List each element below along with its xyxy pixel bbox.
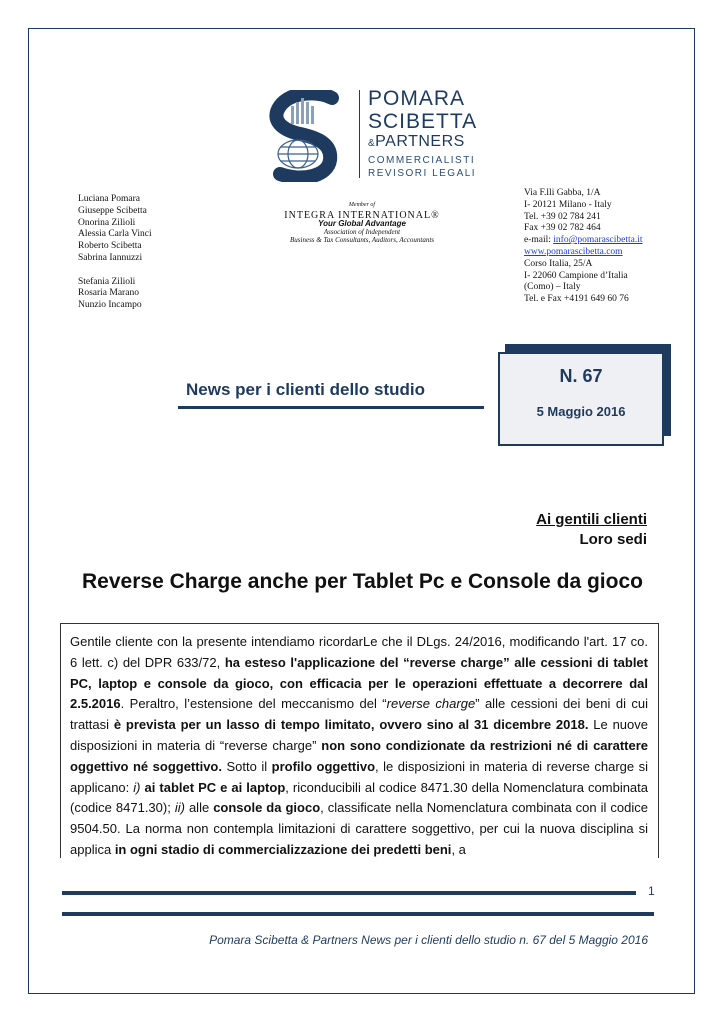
logo-partners-word: PARTNERS: [375, 133, 465, 150]
telfax-line: Tel. e Fax +4191 649 60 76: [524, 294, 629, 305]
partner-name: Giuseppe Scibetta: [78, 205, 147, 216]
address-line: Via F.lli Gabba, 1/A: [524, 188, 601, 198]
address-line: Corso Italia, 25/A: [524, 258, 593, 269]
body-text: alle: [184, 800, 214, 816]
body-bold: ai tablet PC e ai laptop: [140, 779, 286, 795]
firm-logo-text: [368, 88, 477, 179]
partner-name: Nunzio Incampo: [78, 300, 142, 311]
partner-name: Roberto Scibetta: [78, 241, 142, 252]
body-text: . Peraltro, l’estensione del meccanismo del “: [120, 696, 387, 712]
body-text: , le disposizioni in materia di reverse charge si applicano:: [70, 758, 648, 795]
email-label: e-mail:: [524, 235, 554, 246]
body-italic: i): [133, 779, 141, 795]
recipients-line1: Ai gentili clienti: [536, 511, 647, 528]
logo-line-scibetta: SCIBETTA: [368, 110, 478, 133]
body-text: , riconducibili al codice 8471.30 della Nomenclatura combinata (codice 8471.30);: [70, 779, 649, 816]
integra-member-label: Member of: [348, 202, 376, 208]
integra-assoc-line2: Business & Tax Consultants, Auditors, Accountants: [290, 236, 434, 244]
body-bold: non sono condizionate da restrizioni né di carattere oggettivo né soggettivo.: [70, 737, 648, 774]
body-italic: reverse charge: [386, 696, 476, 712]
partner-name: Sabrina Iannuzzi: [78, 252, 143, 263]
body-text: , classificate nella Nomenclatura combinata con il codice 9504.50. La norma non contempla limitazioni di carattere soggettivo, per cui la nuova disciplina si applica: [70, 800, 648, 857]
body-text: , a: [451, 841, 466, 857]
address-line: I- 20121 Milano - Italy: [524, 199, 612, 210]
body-bold: ha esteso l'applicazione del “reverse charge” alle cessioni di tablet PC, laptop e console da gioco, con efficacia per le operazioni effettuate a decorrere dal 2.5.2016: [70, 654, 648, 712]
logo-ampersand: &: [368, 138, 376, 149]
tel-line: Tel. +39 02 784 241: [524, 211, 601, 222]
logo-line-revisori: REVISORI LEGALI: [368, 168, 477, 179]
partner-spacer: [78, 265, 152, 277]
logo-line-pomara: POMARA: [368, 87, 466, 110]
partners-list: [78, 194, 152, 312]
article-body-box: [60, 623, 659, 858]
email-link[interactable]: info@pomarascibetta.it: [553, 235, 643, 246]
address-line: I- 22060 Campione d’Italia: [524, 270, 628, 281]
logo-line-commercialisti: COMMERCIALISTI: [368, 155, 476, 166]
address-line: (Como) – Italy: [524, 282, 581, 293]
partner-name: Onorina Zilioli: [78, 217, 136, 228]
body-bold: console da gioco: [213, 800, 321, 816]
email-line: [524, 235, 643, 247]
newsletter-title-rule: [178, 406, 484, 409]
body-text: Sotto il: [222, 758, 272, 774]
integra-assoc-line1: Association of Independent: [323, 228, 401, 236]
partner-name: Alessia Carla Vinci: [78, 229, 152, 240]
newsletter-title: News per i clienti dello studio: [186, 380, 425, 399]
body-text: ” alle cessioni dei beni di cui trattasi: [70, 696, 649, 733]
recipients-line2: Loro sedi: [579, 531, 647, 548]
website-line: [524, 247, 643, 259]
body-text: Gentile cliente con la presente intendiamo ricordarLe che il DLgs. 24/2016, modificando l'art. 17 co. 6 lett. c) del DPR 633/72,: [70, 634, 648, 670]
recipients-block: [536, 510, 647, 550]
integra-tagline: Your Global Advantage: [318, 219, 406, 228]
footer-rule-bottom: [62, 912, 654, 916]
logo-divider: [359, 90, 360, 178]
article-headline: Reverse Charge anche per Tablet Pc e Console da gioco: [82, 570, 643, 593]
body-bold: in ogni stadio di commercializzazione dei predetti beni: [114, 841, 452, 857]
issue-number: N. 67: [559, 366, 603, 386]
integra-international-badge: [262, 202, 462, 244]
issue-date: 5 Maggio 2016: [536, 404, 626, 419]
body-text: Le nuove disposizioni in materia di “reverse charge”: [70, 717, 648, 753]
integra-name: INTEGRA INTERNATIONAL®: [284, 210, 440, 219]
page-footer: Pomara Scibetta & Partners News per i clienti dello studio n. 67 del 5 Maggio 2016: [209, 933, 648, 947]
body-bold: è prevista per un lasso di tempo limitato, ovvero sino al 31 dicembre 2018.: [113, 717, 589, 733]
fax-line: Fax +39 02 782 464: [524, 223, 601, 234]
body-bold: profilo oggettivo: [271, 758, 376, 774]
website-link[interactable]: www.pomarascibetta.com: [524, 246, 623, 257]
footer-rule-top: [62, 891, 636, 895]
partner-name: Rosaria Marano: [78, 288, 139, 299]
page-number: 1: [648, 884, 655, 898]
partner-name: Stefania Zilioli: [78, 276, 136, 287]
partner-name: Luciana Pomara: [78, 194, 140, 204]
body-italic: ii): [174, 800, 185, 816]
logo-line-partners: [368, 134, 477, 150]
article-body-paragraph: [70, 632, 648, 858]
contacts-block: [524, 188, 643, 306]
pomara-scibetta-s-globe-logo-icon: [262, 90, 354, 182]
